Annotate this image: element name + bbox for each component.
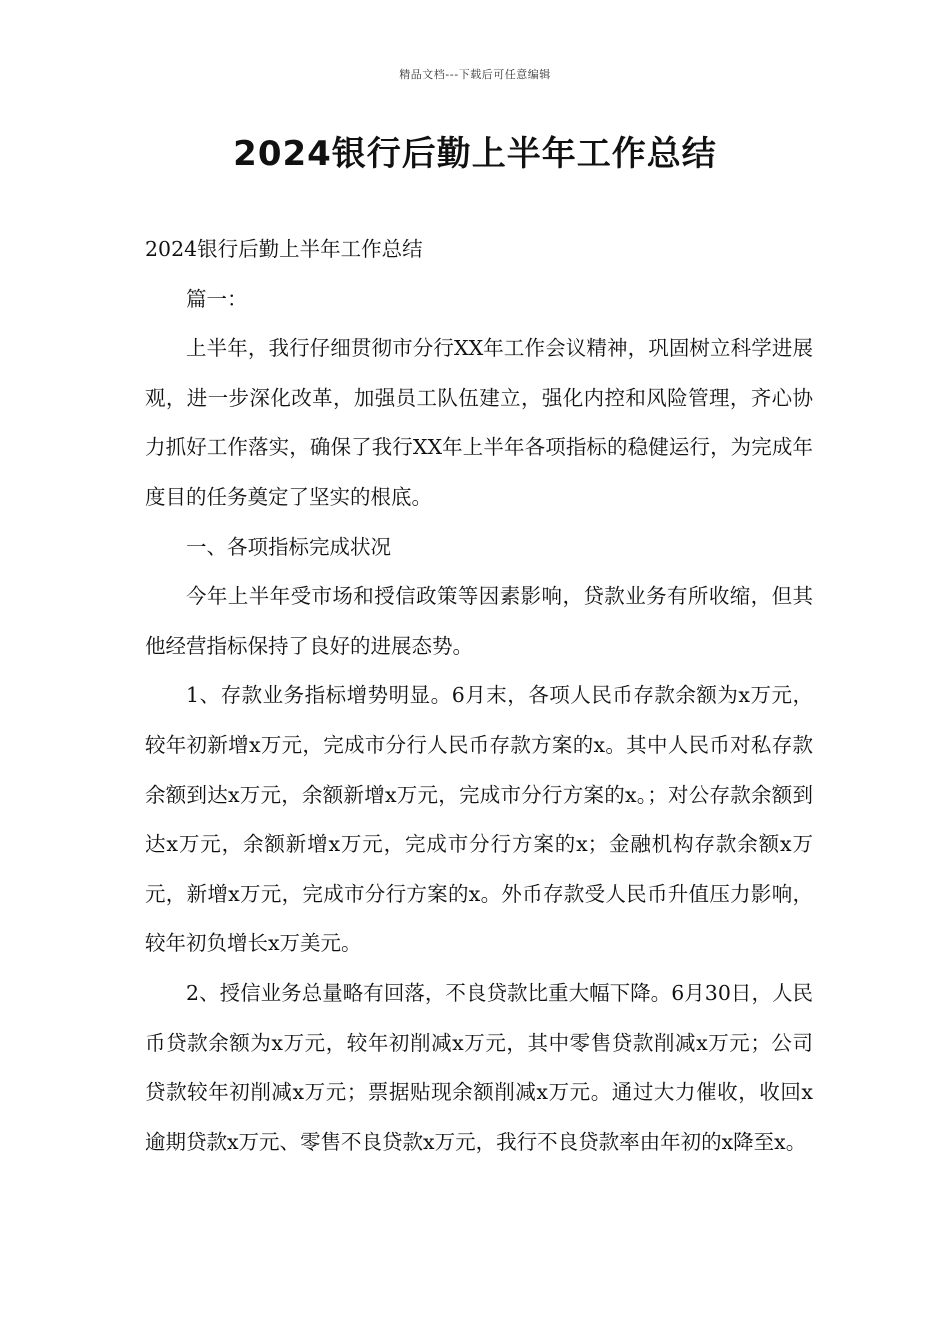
paragraph-intro: 上半年，我行仔细贯彻市分行XX年工作会议精神，巩固树立科学进展观，进一步深化改革，加强员工队伍建立，强化内控和风险管理，齐心协力抓好工作落实，确保了我行XX年上半年各项指标的稳健运行，为完成年度目的任务奠定了坚实的根底。 [145,336,813,509]
paragraph-item-1: 1、存款业务指标增势明显。6月末，各项人民币存款余额为x万元，较年初新增x万元，完成市分行人民币存款方案的x。其中人民币对私存款余额到达x万元，余额新增x万元，完成市分行方案的x。；对公存款余额到达x万元，余额新增x万元，完成市分行方案的x；金融机构存款余额x万元，新增x万元，完成市分行方案的x。外币存款受人民币升值压力影响，较年初负增长x万美元。 [145,683,813,956]
document-subtitle: 2024银行后勤上半年工作总结 [145,237,423,261]
paragraph-item-2: 2、授信业务总量略有回落，不良贷款比重大幅下降。6月30日，人民币贷款余额为x万元，较年初削减x万元，其中零售贷款削减x万元；公司贷款较年初削减x万元；票据贴现余额削减x万元。通过大力催收，收回x逾期贷款x万元、零售不良贷款x万元，我行不良贷款率由年初的x降至x。 [145,980,813,1154]
part-label: 篇一： [186,286,248,311]
document-title: 2024银行后勤上半年工作总结 [233,134,717,174]
paragraph-section-intro: 今年上半年受市场和授信政策等因素影响，贷款业务有所收缩，但其他经营指标保持了良好的进展态势。 [145,584,813,658]
document-body [145,225,813,1167]
section-heading: 一、各项指标完成状况 [186,534,391,559]
header-note: 精品文档---下载后可任意编辑 [399,68,551,81]
